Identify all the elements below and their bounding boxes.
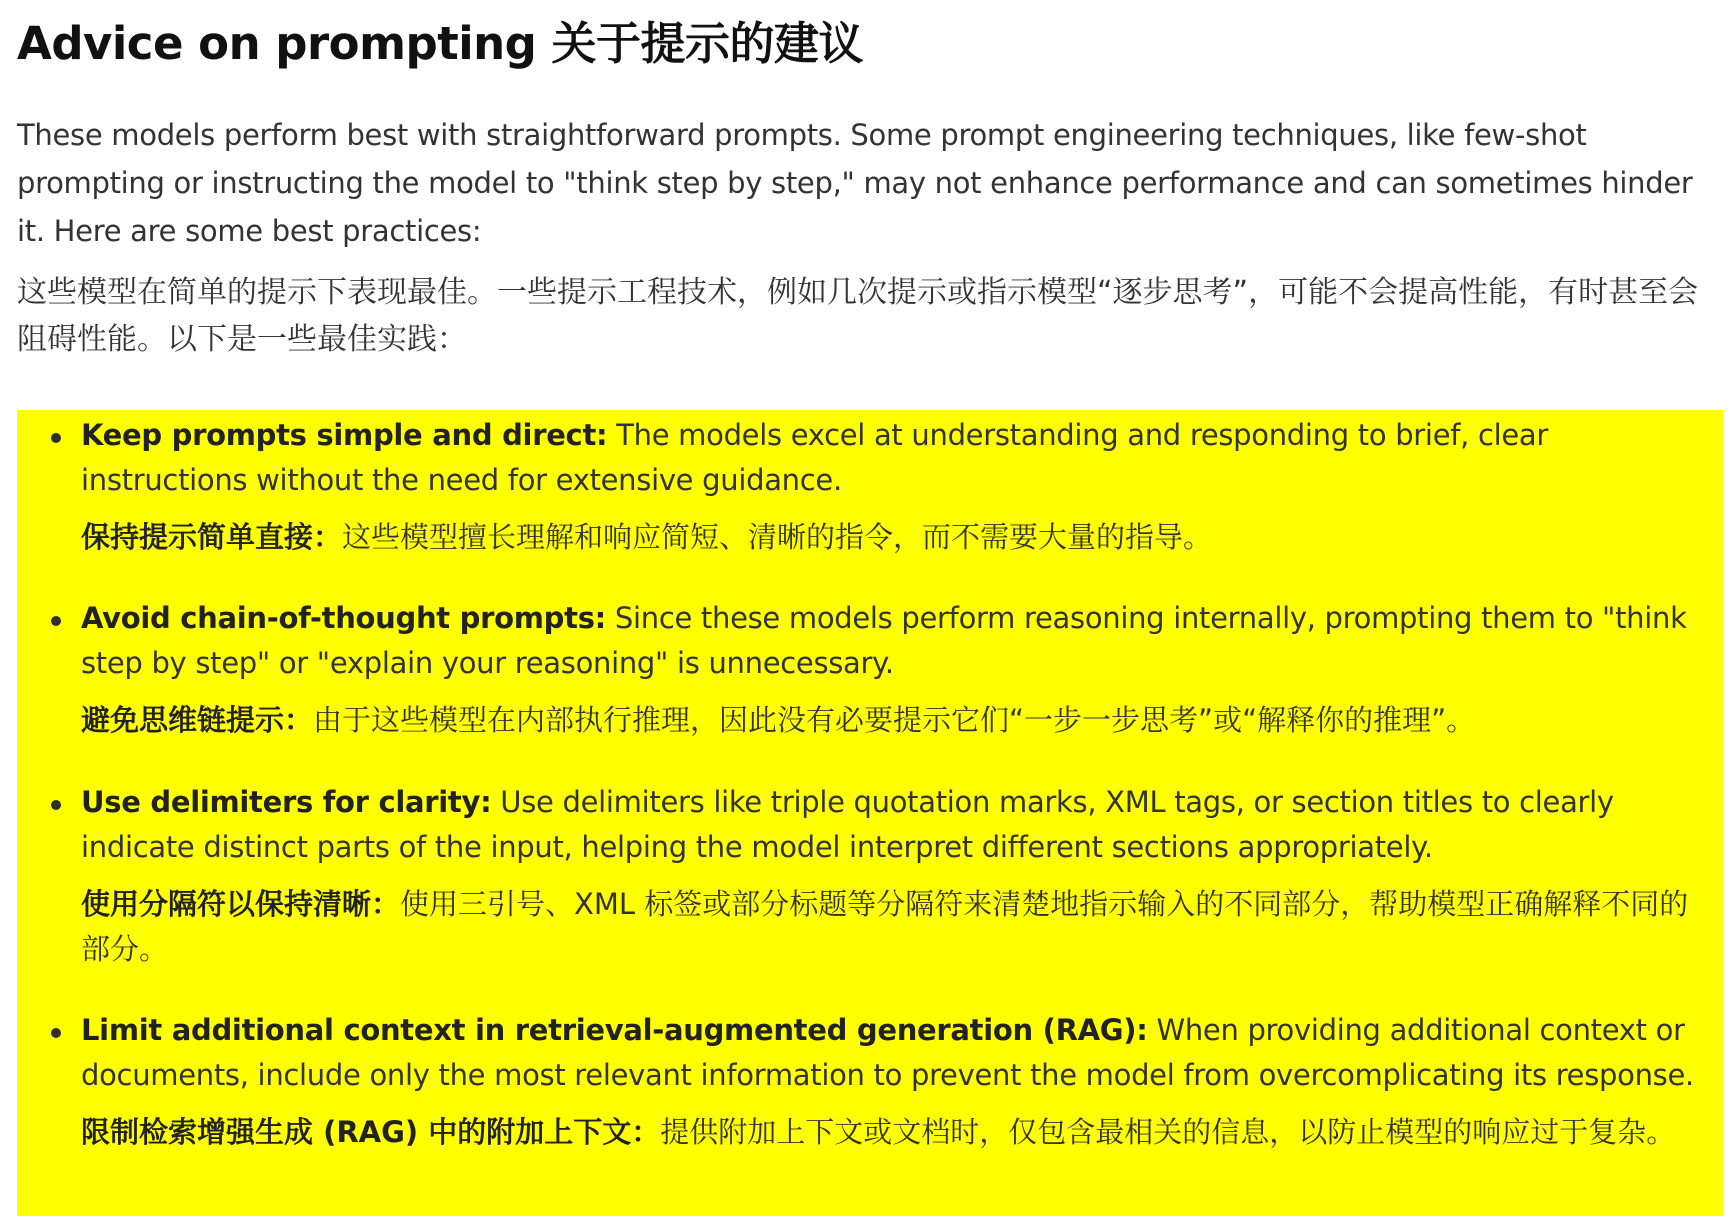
tip-heading: Use delimiters for clarity: xyxy=(81,785,492,819)
list-item xyxy=(81,780,1717,972)
intro-paragraph-english: These models perform best with straightforward prompts. Some prompt engineering techniques, like few-shot prompting or instructing the model to "think step by step," may not enhance performance and can sometimes hinder it. Here are some best practices: xyxy=(17,118,1693,248)
tip-english xyxy=(81,413,1717,503)
list-item xyxy=(81,413,1717,560)
page-title: Advice on prompting 关于提示的建议 xyxy=(17,17,864,70)
bullet-dot-icon xyxy=(51,800,61,810)
highlighted-best-practices xyxy=(17,410,1723,1216)
tip-body: Use delimiters like triple quotation marks, XML tags, or section titles to clearly indicate distinct parts of the input, helping the model interpret different sections appropriately. xyxy=(81,785,1614,864)
tip-chinese xyxy=(81,515,1717,560)
tip-body: Since these models perform reasoning internally, prompting them to "think step by step" or "explain your reasoning" is unnecessary. xyxy=(81,601,1687,680)
bullet-dot-icon xyxy=(51,1028,61,1038)
article xyxy=(17,0,1719,363)
tip-heading: Avoid chain-of-thought prompts: xyxy=(81,601,606,635)
tip-chinese xyxy=(81,882,1717,972)
list-item xyxy=(81,596,1717,743)
tip-english xyxy=(81,780,1717,870)
tip-body-zh: 这些模型擅长理解和响应简短、清晰的指令，而不需要大量的指导。 xyxy=(342,520,1213,554)
tip-heading: Limit additional context in retrieval-augmented generation (RAG): xyxy=(81,1013,1148,1047)
tip-chinese xyxy=(81,698,1717,743)
tip-body: When providing additional context or documents, include only the most relevant information to prevent the model from overcomplicating its response. xyxy=(81,1013,1694,1092)
bullet-dot-icon xyxy=(51,433,61,443)
tip-body-zh: 使用三引号、XML 标签或部分标题等分隔符来清楚地指示输入的不同部分，帮助模型正确解释不同的部分。 xyxy=(81,887,1689,966)
tip-heading-zh: 限制检索增强生成 (RAG) 中的附加上下文： xyxy=(81,1115,661,1149)
tip-body-zh: 提供附加上下文或文档时，仅包含最相关的信息，以防止模型的响应过于复杂。 xyxy=(660,1115,1676,1149)
tip-english xyxy=(81,596,1717,686)
tip-chinese xyxy=(81,1110,1717,1155)
tip-heading-zh: 避免思维链提示： xyxy=(81,703,314,737)
tip-heading-zh: 使用分隔符以保持清晰： xyxy=(81,887,401,921)
intro-paragraph-chinese: 这些模型在简单的提示下表现最佳。一些提示工程技术，例如几次提示或指示模型“逐步思考”，可能不会提高性能，有时甚至会阻碍性能。以下是一些最佳实践： xyxy=(17,275,1699,357)
tip-body-zh: 由于这些模型在内部执行推理，因此没有必要提示它们“一步一步思考”或“解释你的推理”。 xyxy=(313,703,1476,737)
tip-heading-zh: 保持提示简单直接： xyxy=(81,520,343,554)
bullet-dot-icon xyxy=(51,616,61,626)
tip-english xyxy=(81,1008,1717,1098)
tip-body: The models excel at understanding and responding to brief, clear instructions without the need for extensive guidance. xyxy=(81,418,1549,497)
tip-heading: Keep prompts simple and direct: xyxy=(81,418,608,452)
list-item xyxy=(81,1008,1717,1155)
